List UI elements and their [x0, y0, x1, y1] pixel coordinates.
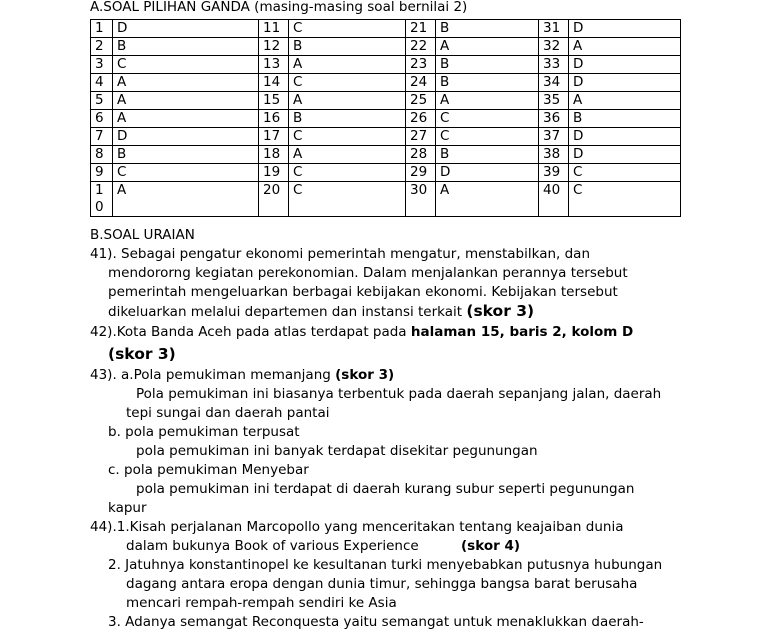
table-row	[91, 38, 681, 56]
answer-cell: B	[113, 38, 259, 56]
question-number-cell: 38	[539, 146, 569, 164]
answer-cell: B	[289, 110, 406, 128]
answer-cell: B	[289, 38, 406, 56]
question-number-cell: 22	[406, 38, 436, 56]
table-row	[91, 128, 681, 146]
q41-line-3: pemerintah mengeluarkan berbagai kebijakan ekonomi. Kebijakan tersebut	[108, 284, 618, 300]
question-number-cell: 16	[259, 110, 289, 128]
answer-cell: D	[569, 56, 681, 74]
question-number-cell: 27	[406, 128, 436, 146]
table-row	[91, 74, 681, 92]
answer-cell: B	[436, 56, 539, 74]
answer-cell: D	[436, 164, 539, 182]
answer-cell: A	[113, 110, 259, 128]
question-number-cell: 20	[259, 182, 289, 217]
question-number-cell: 1	[91, 20, 113, 38]
question-number-cell: 2	[91, 38, 113, 56]
q42-answer: halaman 15, baris 2, kolom D	[410, 324, 634, 340]
question-number-cell: 9	[91, 164, 113, 182]
question-number-cell: 4	[91, 74, 113, 92]
answer-cell: A	[436, 92, 539, 110]
table-row	[91, 182, 681, 217]
answer-cell: C	[569, 182, 681, 217]
question-number-cell: 40	[539, 182, 569, 217]
q43c-label: c. pola pemukiman Menyebar	[108, 462, 309, 478]
question-number-cell: 21	[406, 20, 436, 38]
q43c-line-1: pola pemukiman ini terdapat di daerah kurang subur seperti pegunungan	[136, 481, 635, 497]
answer-cell: D	[113, 20, 259, 38]
answer-cell: D	[569, 146, 681, 164]
question-number-cell: 15	[259, 92, 289, 110]
q44-item3-line-1: 3. Adanya semangat Reconquesta yaitu semangat untuk menaklukkan daerah-	[108, 614, 644, 630]
table-row	[91, 164, 681, 182]
question-number-cell: 31	[539, 20, 569, 38]
table-row	[91, 92, 681, 110]
answer-cell: A	[569, 38, 681, 56]
q43-score: (skor 3)	[335, 367, 395, 383]
answer-cell: D	[569, 128, 681, 146]
question-number-cell: 17	[259, 128, 289, 146]
question-number-cell: 18	[259, 146, 289, 164]
question-number-cell: 14	[259, 74, 289, 92]
question-number-cell: 30	[406, 182, 436, 217]
q41-text: dikeluarkan melalui departemen dan instansi terkait	[108, 304, 467, 320]
answer-cell: B	[436, 20, 539, 38]
q44-item2-line-1: 2. Jatuhnya konstantinopel ke kesultanan turki menyebabkan putusnya hubungan	[108, 557, 663, 573]
q43b-label: b. pola pemukiman terpusat	[108, 424, 300, 440]
answer-cell: A	[113, 92, 259, 110]
question-number-cell: 6	[91, 110, 113, 128]
q43c-line-2: kapur	[108, 500, 147, 516]
question-number-cell: 23	[406, 56, 436, 74]
answer-cell: A	[289, 146, 406, 164]
section-a-title: A.SOAL PILIHAN GANDA (masing-masing soal bernilai 2)	[90, 0, 468, 15]
answer-cell: C	[289, 74, 406, 92]
answer-key-table	[90, 19, 681, 217]
answer-cell: A	[436, 182, 539, 217]
answer-cell: C	[289, 164, 406, 182]
q44-item2-line-2: dagang antara eropa dengan dunia timur, sehingga bangsa barat berusaha	[126, 576, 638, 592]
q43a-label: 43). a.Pola pemukiman memanjang	[90, 367, 336, 383]
answer-cell: B	[113, 146, 259, 164]
question-number-cell: 39	[539, 164, 569, 182]
question-number-cell: 24	[406, 74, 436, 92]
q41-line-1: 41). Sebagai pengatur ekonomi pemerintah mengatur, menstabilkan, dan	[90, 246, 591, 262]
question-number-cell: 37	[539, 128, 569, 146]
answer-cell: C	[289, 128, 406, 146]
answer-cell: C	[436, 110, 539, 128]
q44-item1-line-1: 44).1.Kisah perjalanan Marcopollo yang menceritakan tentang keajaiban dunia	[90, 519, 624, 535]
q43a-label-line	[90, 366, 394, 385]
q42-text: 42).Kota Banda Aceh pada atlas terdapat pada	[90, 324, 411, 340]
question-number-cell: 28	[406, 146, 436, 164]
answer-cell: A	[569, 92, 681, 110]
answer-cell: D	[569, 20, 681, 38]
answer-cell: A	[289, 92, 406, 110]
q44-item2-line-3: mencari rempah-rempah sendiri ke Asia	[126, 595, 397, 611]
question-number-cell: 5	[91, 92, 113, 110]
answer-cell: C	[289, 20, 406, 38]
answer-cell: A	[113, 182, 259, 217]
answer-cell: D	[113, 128, 259, 146]
q41-score: (skor 3)	[466, 302, 535, 320]
question-number-cell: 29	[406, 164, 436, 182]
answer-cell: B	[436, 146, 539, 164]
question-number-cell: 8	[91, 146, 113, 164]
answer-cell: A	[436, 38, 539, 56]
q43b-line-1: pola pemukiman ini banyak terdapat disekitar pegunungan	[136, 443, 538, 459]
answer-cell: A	[113, 74, 259, 92]
question-number-cell: 35	[539, 92, 569, 110]
table-row	[91, 56, 681, 74]
question-number-cell: 13	[259, 56, 289, 74]
table-row	[91, 146, 681, 164]
q43a-line-2: tepi sungai dan daerah pantai	[126, 405, 330, 421]
question-number-cell: 12	[259, 38, 289, 56]
q41-line-2: mendororng kegiatan perekonomian. Dalam menjalankan perannya tersebut	[108, 265, 628, 281]
section-b-title: B.SOAL URAIAN	[90, 227, 195, 243]
question-number-cell: 7	[91, 128, 113, 146]
answer-cell: C	[569, 164, 681, 182]
answer-cell: C	[436, 128, 539, 146]
question-number-cell: 34	[539, 74, 569, 92]
question-number-cell: 36	[539, 110, 569, 128]
q42-score: (skor 3)	[108, 345, 176, 363]
answer-cell: C	[289, 182, 406, 217]
q43a-line-1: Pola pemukiman ini biasanya terbentuk pada daerah sepanjang jalan, daerah	[136, 386, 662, 402]
q42-line-1	[90, 323, 633, 342]
q44-item1-line-2: dalam bukunya Book of various Experience	[126, 538, 419, 554]
question-number-cell: 1 0	[91, 182, 113, 217]
answer-cell: D	[569, 74, 681, 92]
question-number-cell: 26	[406, 110, 436, 128]
table-row	[91, 110, 681, 128]
question-number-cell: 32	[539, 38, 569, 56]
question-number-cell: 19	[259, 164, 289, 182]
answer-cell: A	[289, 56, 406, 74]
answer-cell: B	[436, 74, 539, 92]
answer-cell: C	[113, 56, 259, 74]
q44-score: (skor 4)	[461, 538, 521, 554]
answer-cell: B	[569, 110, 681, 128]
q41-line-4	[108, 302, 534, 322]
question-number-cell: 11	[259, 20, 289, 38]
answer-cell: C	[113, 164, 259, 182]
question-number-cell: 25	[406, 92, 436, 110]
table-row	[91, 20, 681, 38]
question-number-cell: 33	[539, 56, 569, 74]
question-number-cell: 3	[91, 56, 113, 74]
